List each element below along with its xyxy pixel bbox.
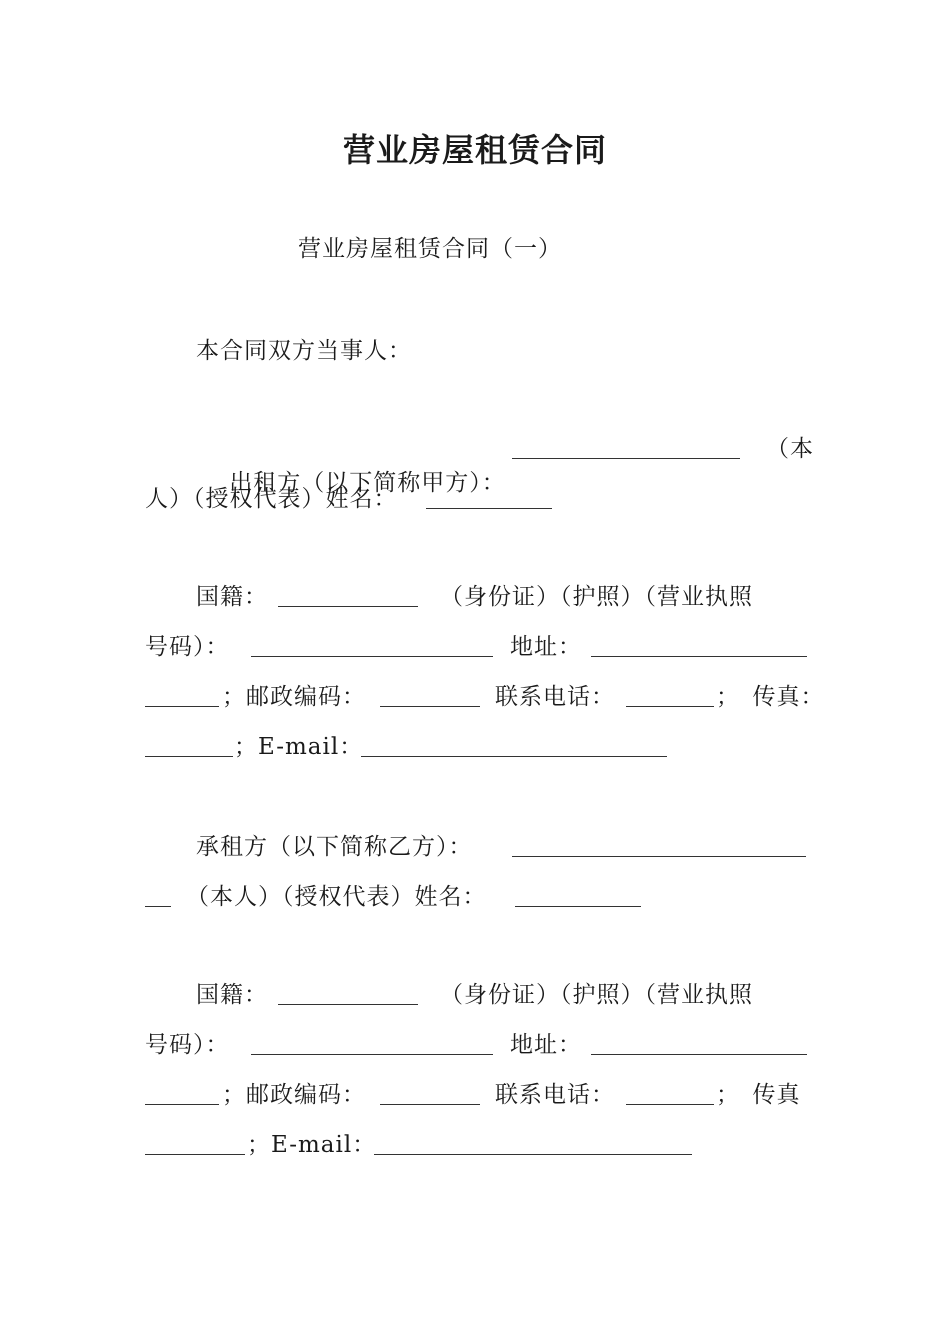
- lessor-email-field[interactable]: [361, 736, 667, 757]
- lessee-nationality-field[interactable]: [278, 984, 418, 1005]
- lessor-nationality-label: 国籍：: [196, 584, 268, 610]
- lessee-email-field[interactable]: [374, 1134, 692, 1155]
- lessee-address-field-cont[interactable]: [145, 1084, 219, 1105]
- lessor-address-field[interactable]: [591, 636, 807, 657]
- lessor-email-label: ；E-mail：: [234, 734, 364, 760]
- lessee-fax-field[interactable]: [145, 1134, 245, 1155]
- lessor-address-label: 地址：: [510, 634, 582, 660]
- lessee-postcode-label: ；邮政编码：: [222, 1082, 366, 1108]
- parties-intro: 本合同双方当事人：: [196, 338, 412, 364]
- lessor-nationality-field[interactable]: [278, 586, 418, 607]
- lessee-fax-label: ； 传真: [716, 1082, 801, 1108]
- document-subtitle: 营业房屋租赁合同（一）: [298, 236, 562, 262]
- lessor-name-field[interactable]: [512, 438, 740, 459]
- lessor-self-suffix: （本: [766, 436, 814, 462]
- lessee-nationality-label: 国籍：: [196, 982, 268, 1008]
- lessor-id-number-field[interactable]: [251, 636, 493, 657]
- lessee-phone-label: 联系电话：: [495, 1082, 615, 1108]
- lessee-address-label: 地址：: [510, 1032, 582, 1058]
- lessor-postcode-field[interactable]: [380, 686, 480, 707]
- lessee-id-number-field[interactable]: [251, 1034, 493, 1055]
- lessee-address-field[interactable]: [591, 1034, 807, 1055]
- lessor-address-field-cont[interactable]: [145, 686, 219, 707]
- lessor-rep-label: 人）（授权代表）姓名：: [145, 486, 398, 512]
- lessor-fax-field[interactable]: [145, 736, 233, 757]
- lessor-postcode-label: ；邮政编码：: [222, 684, 366, 710]
- lessor-id-number-label: 号码）：: [145, 634, 230, 660]
- lessee-rep-label: （本人）（授权代表）姓名：: [186, 884, 487, 910]
- lessee-rep-name-field[interactable]: [515, 886, 641, 907]
- lessor-phone-label: 联系电话：: [495, 684, 615, 710]
- lessor-fax-label: ； 传真：: [716, 684, 825, 710]
- lessee-id-types: （身份证）（护照）（营业执照: [440, 982, 753, 1008]
- lessor-id-types: （身份证）（护照）（营业执照: [440, 584, 753, 610]
- lessor-phone-field[interactable]: [626, 686, 714, 707]
- lessee-phone-field[interactable]: [626, 1084, 714, 1105]
- document-title: 营业房屋租赁合同: [342, 131, 607, 169]
- lessor-label: 出租方（以下简称甲方）：: [229, 470, 506, 496]
- lessee-label: 承租方（以下简称乙方）：: [196, 834, 473, 860]
- lessor-rep-name-field[interactable]: [426, 488, 552, 509]
- lessee-name-field-cont[interactable]: [145, 886, 171, 907]
- lessee-name-field[interactable]: [512, 836, 806, 857]
- lessee-email-label: ；E-mail：: [247, 1132, 377, 1158]
- lessee-id-number-label: 号码）：: [145, 1032, 230, 1058]
- lessee-postcode-field[interactable]: [380, 1084, 480, 1105]
